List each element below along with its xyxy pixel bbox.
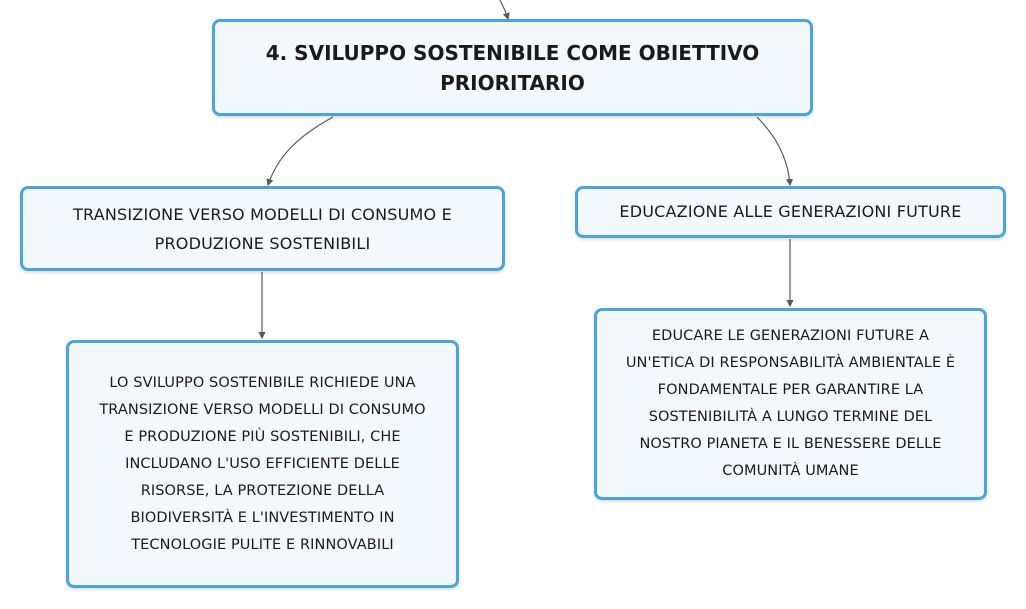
connector-parent-to-root [500,0,508,19]
subtopic-transizione-label: TRANSIZIONE VERSO MODELLI DI CONSUMO E PRODUZIONE SOSTENIBILI [73,204,452,253]
subtopic-educazione-label: EDUCAZIONE ALLE GENERAZIONI FUTURE [619,202,962,221]
detail-node-transizione[interactable] [66,340,459,588]
root-topic-node[interactable] [212,19,813,116]
detail-node-educazione[interactable] [594,308,987,500]
subtopic-node-educazione[interactable] [575,186,1006,238]
connector-root-to-right [757,117,790,185]
detail-transizione-text: LO SVILUPPO SOSTENIBILE RICHIEDE UNA TRANSIZIONE VERSO MODELLI DI CONSUMO E PRODUZIONE PIÙ SOSTENIBILI, CHE INCLUDANO L'USO EFFICIENTE DELLE RISORSE, LA PROTEZIONE DELLA BIODIVERSITÀ E L'INVESTIMENTO IN TECNOLOGIE PULITE E RINNOVABILI [99,374,426,553]
detail-educazione-text: EDUCARE LE GENERAZIONI FUTURE A UN'ETICA DI RESPONSABILITÀ AMBIENTALE È FONDAMENTALE PER GARANTIRE LA SOSTENIBILITÀ A LUNGO TERMINE DEL NOSTRO PIANETA E IL BENESSERE DELLE COMUNITÀ UMANE [625,328,956,479]
subtopic-node-transizione[interactable] [20,186,505,271]
root-topic-label: 4. SVILUPPO SOSTENIBILE COME OBIETTIVO PRIORITARIO [265,40,760,95]
connector-root-to-left [268,117,333,185]
